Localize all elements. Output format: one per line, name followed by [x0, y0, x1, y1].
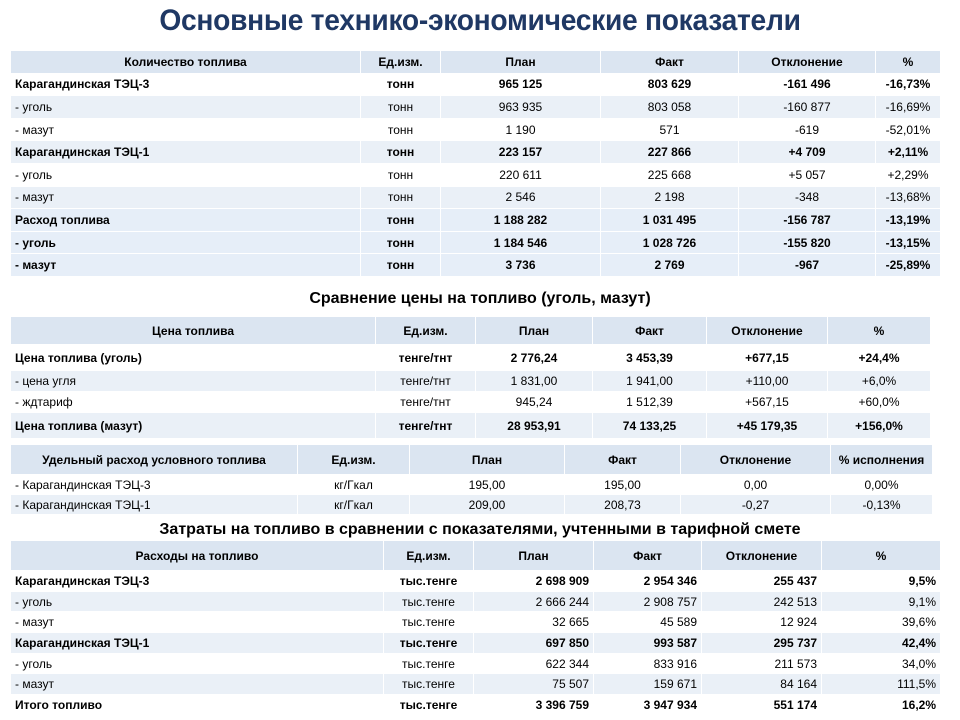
table-cell: тыс.тенге — [384, 612, 474, 633]
table-cell: +677,15 — [707, 345, 828, 371]
row-label-cell: - цена угля — [11, 371, 376, 392]
row-label-cell: Карагандинская ТЭЦ-1 — [11, 141, 361, 164]
table-cell: 697 850 — [474, 633, 594, 654]
column-header: % — [822, 541, 941, 571]
table-cell: 965 125 — [441, 73, 601, 96]
table-cell: +4 709 — [739, 141, 876, 164]
table-cell: 1 188 282 — [441, 209, 601, 232]
row-label-cell: - уголь — [11, 591, 384, 612]
table-cell: -13,15% — [876, 231, 941, 254]
table-cell: 225 668 — [601, 163, 739, 186]
table-cell: 945,24 — [476, 392, 593, 413]
table-cell: 1 941,00 — [593, 371, 707, 392]
table-row — [11, 163, 941, 186]
table-row — [11, 371, 931, 392]
column-header: Расходы на топливо — [11, 541, 384, 571]
table-cell: тонн — [361, 254, 441, 277]
table-cell: 1 184 546 — [441, 231, 601, 254]
table-cell: 963 935 — [441, 96, 601, 119]
table-cell: 75 507 — [474, 674, 594, 695]
column-header: Факт — [593, 317, 707, 345]
table-cell: 45 589 — [594, 612, 702, 633]
table-cell: 3 396 759 — [474, 695, 594, 716]
fuel-price-table — [10, 316, 931, 439]
table-header-row — [11, 51, 941, 74]
table-header-row — [11, 541, 941, 571]
table-cell: 1 031 495 — [601, 209, 739, 232]
table-cell: 209,00 — [410, 495, 565, 515]
table-cell: 1 190 — [441, 118, 601, 141]
costs-section-title: Затраты на топливо в сравнении с показателями, учтенными в тарифной смете — [159, 521, 801, 538]
table-cell: +60,0% — [828, 392, 931, 413]
row-label-cell: Карагандинская ТЭЦ-3 — [11, 571, 384, 592]
fuel-costs-table — [10, 540, 941, 716]
table-cell: тыс.тенге — [384, 653, 474, 674]
table-cell: тыс.тенге — [384, 674, 474, 695]
table-cell: 571 — [601, 118, 739, 141]
table-header-row — [11, 317, 931, 345]
table-row — [11, 413, 931, 439]
table-cell: 833 916 — [594, 653, 702, 674]
table-row — [11, 141, 941, 164]
table-cell: -13,19% — [876, 209, 941, 232]
column-header: % — [828, 317, 931, 345]
table-cell: 195,00 — [565, 475, 681, 495]
table-cell: +2,29% — [876, 163, 941, 186]
row-label-cell: Карагандинская ТЭЦ-3 — [11, 73, 361, 96]
row-label-cell: - мазут — [11, 674, 384, 695]
column-header: Отклонение — [739, 51, 876, 74]
table-cell: тыс.тенге — [384, 633, 474, 654]
table-cell: -13,68% — [876, 186, 941, 209]
column-header: План — [441, 51, 601, 74]
column-header: Ед.изм. — [361, 51, 441, 74]
table-cell: +567,15 — [707, 392, 828, 413]
table-cell: 993 587 — [594, 633, 702, 654]
column-header: Количество топлива — [11, 51, 361, 74]
column-header: Отклонение — [707, 317, 828, 345]
table-row — [11, 475, 933, 495]
table-cell: -348 — [739, 186, 876, 209]
table-cell: тонн — [361, 209, 441, 232]
column-header: Отклонение — [702, 541, 822, 571]
table-cell: 242 513 — [702, 591, 822, 612]
table-cell: 622 344 — [474, 653, 594, 674]
page-title: Основные технико-экономические показатели — [159, 4, 801, 37]
table-cell: 2 546 — [441, 186, 601, 209]
row-label-cell: - уголь — [11, 653, 384, 674]
column-header: План — [476, 317, 593, 345]
row-label-cell: - уголь — [11, 96, 361, 119]
table-cell: тенге/тнт — [376, 345, 476, 371]
table-cell: 34,0% — [822, 653, 941, 674]
table-cell: 12 924 — [702, 612, 822, 633]
table-row — [11, 73, 941, 96]
table-cell: кг/Гкал — [298, 475, 410, 495]
column-header: Ед.изм. — [298, 445, 410, 475]
price-section-title: Сравнение цены на топливо (уголь, мазут) — [309, 290, 651, 307]
row-label-cell: Цена топлива (мазут) — [11, 413, 376, 439]
table-cell: 195,00 — [410, 475, 565, 495]
row-label-cell: - уголь — [11, 163, 361, 186]
table-row — [11, 674, 941, 695]
table-cell: 32 665 — [474, 612, 594, 633]
table-cell: 2 198 — [601, 186, 739, 209]
row-label-cell: - мазут — [11, 254, 361, 277]
table-cell: -0,27 — [681, 495, 831, 515]
table-cell: 16,2% — [822, 695, 941, 716]
row-label-cell: - уголь — [11, 231, 361, 254]
table-row — [11, 612, 941, 633]
table-cell: 1 028 726 — [601, 231, 739, 254]
table-cell: 0,00 — [681, 475, 831, 495]
table-cell: 2 769 — [601, 254, 739, 277]
table-cell: -16,69% — [876, 96, 941, 119]
table-cell: +45 179,35 — [707, 413, 828, 439]
table-cell: 208,73 — [565, 495, 681, 515]
table-cell: тенге/тнт — [376, 392, 476, 413]
table-cell: 2 954 346 — [594, 571, 702, 592]
table-cell: 84 164 — [702, 674, 822, 695]
fuel-quantity-table — [10, 50, 941, 277]
table-cell: тонн — [361, 141, 441, 164]
table-cell: 227 866 — [601, 141, 739, 164]
table-row — [11, 345, 931, 371]
table-cell: тыс.тенге — [384, 571, 474, 592]
column-header: Ед.изм. — [384, 541, 474, 571]
column-header: Факт — [565, 445, 681, 475]
row-label-cell: - мазут — [11, 186, 361, 209]
table-cell: 2 776,24 — [476, 345, 593, 371]
specific-consumption-table — [10, 444, 933, 515]
table-cell: +5 057 — [739, 163, 876, 186]
table-cell: кг/Гкал — [298, 495, 410, 515]
row-label-cell: - Карагандинская ТЭЦ-3 — [11, 475, 298, 495]
table-cell: 803 058 — [601, 96, 739, 119]
table-cell: -619 — [739, 118, 876, 141]
table-cell: 0,00% — [831, 475, 933, 495]
table-cell: 1 831,00 — [476, 371, 593, 392]
table-row — [11, 254, 941, 277]
table-cell: -0,13% — [831, 495, 933, 515]
table-cell: 803 629 — [601, 73, 739, 96]
table-cell: -52,01% — [876, 118, 941, 141]
row-label-cell: - ждтариф — [11, 392, 376, 413]
table-cell: -161 496 — [739, 73, 876, 96]
table-cell: +24,4% — [828, 345, 931, 371]
row-label-cell: Карагандинская ТЭЦ-1 — [11, 633, 384, 654]
table-cell: тонн — [361, 118, 441, 141]
table-cell: 2 908 757 — [594, 591, 702, 612]
table-cell: тонн — [361, 163, 441, 186]
column-header: Ед.изм. — [376, 317, 476, 345]
table-cell: 1 512,39 — [593, 392, 707, 413]
row-label-cell: - Карагандинская ТЭЦ-1 — [11, 495, 298, 515]
column-header: Цена топлива — [11, 317, 376, 345]
table-cell: 2 666 244 — [474, 591, 594, 612]
table-cell: тонн — [361, 186, 441, 209]
table-cell: -155 820 — [739, 231, 876, 254]
table-cell: тыс.тенге — [384, 591, 474, 612]
column-header: Отклонение — [681, 445, 831, 475]
table-cell: 211 573 — [702, 653, 822, 674]
table-cell: 3 947 934 — [594, 695, 702, 716]
table-cell: 42,4% — [822, 633, 941, 654]
table-cell: -25,89% — [876, 254, 941, 277]
table-cell: тенге/тнт — [376, 413, 476, 439]
table-cell: -156 787 — [739, 209, 876, 232]
table-cell: тонн — [361, 231, 441, 254]
column-header: % — [876, 51, 941, 74]
table-cell: тонн — [361, 96, 441, 119]
row-label-cell: - мазут — [11, 612, 384, 633]
table-cell: +2,11% — [876, 141, 941, 164]
table-cell: 220 611 — [441, 163, 601, 186]
column-header: Факт — [594, 541, 702, 571]
table-cell: 223 157 — [441, 141, 601, 164]
table-cell: 9,1% — [822, 591, 941, 612]
table-cell: +6,0% — [828, 371, 931, 392]
table-cell: 3 736 — [441, 254, 601, 277]
table-cell: 295 737 — [702, 633, 822, 654]
table-cell: 111,5% — [822, 674, 941, 695]
table-cell: 9,5% — [822, 571, 941, 592]
table-cell: -16,73% — [876, 73, 941, 96]
table-cell: тенге/тнт — [376, 371, 476, 392]
table-row — [11, 495, 933, 515]
table-row — [11, 633, 941, 654]
table-cell: 28 953,91 — [476, 413, 593, 439]
table-row — [11, 653, 941, 674]
column-header: Факт — [601, 51, 739, 74]
table-row — [11, 571, 941, 592]
table-cell: тыс.тенге — [384, 695, 474, 716]
table-header-row — [11, 445, 933, 475]
table-cell: 159 671 — [594, 674, 702, 695]
table-cell: +110,00 — [707, 371, 828, 392]
column-header: % исполнения — [831, 445, 933, 475]
table-cell: +156,0% — [828, 413, 931, 439]
table-row — [11, 695, 941, 716]
table-cell: 551 174 — [702, 695, 822, 716]
row-label-cell: Расход топлива — [11, 209, 361, 232]
column-header: Удельный расход условного топлива — [11, 445, 298, 475]
table-cell: 2 698 909 — [474, 571, 594, 592]
table-row — [11, 209, 941, 232]
column-header: План — [474, 541, 594, 571]
table-row — [11, 231, 941, 254]
table-cell: -967 — [739, 254, 876, 277]
table-row — [11, 96, 941, 119]
column-header: План — [410, 445, 565, 475]
row-label-cell: Цена топлива (уголь) — [11, 345, 376, 371]
table-cell: -160 877 — [739, 96, 876, 119]
table-cell: 39,6% — [822, 612, 941, 633]
table-cell: 3 453,39 — [593, 345, 707, 371]
table-cell: 74 133,25 — [593, 413, 707, 439]
table-cell: тонн — [361, 73, 441, 96]
table-cell: 255 437 — [702, 571, 822, 592]
row-label-cell: Итого топливо — [11, 695, 384, 716]
table-row — [11, 392, 931, 413]
row-label-cell: - мазут — [11, 118, 361, 141]
table-row — [11, 591, 941, 612]
table-row — [11, 118, 941, 141]
table-row — [11, 186, 941, 209]
